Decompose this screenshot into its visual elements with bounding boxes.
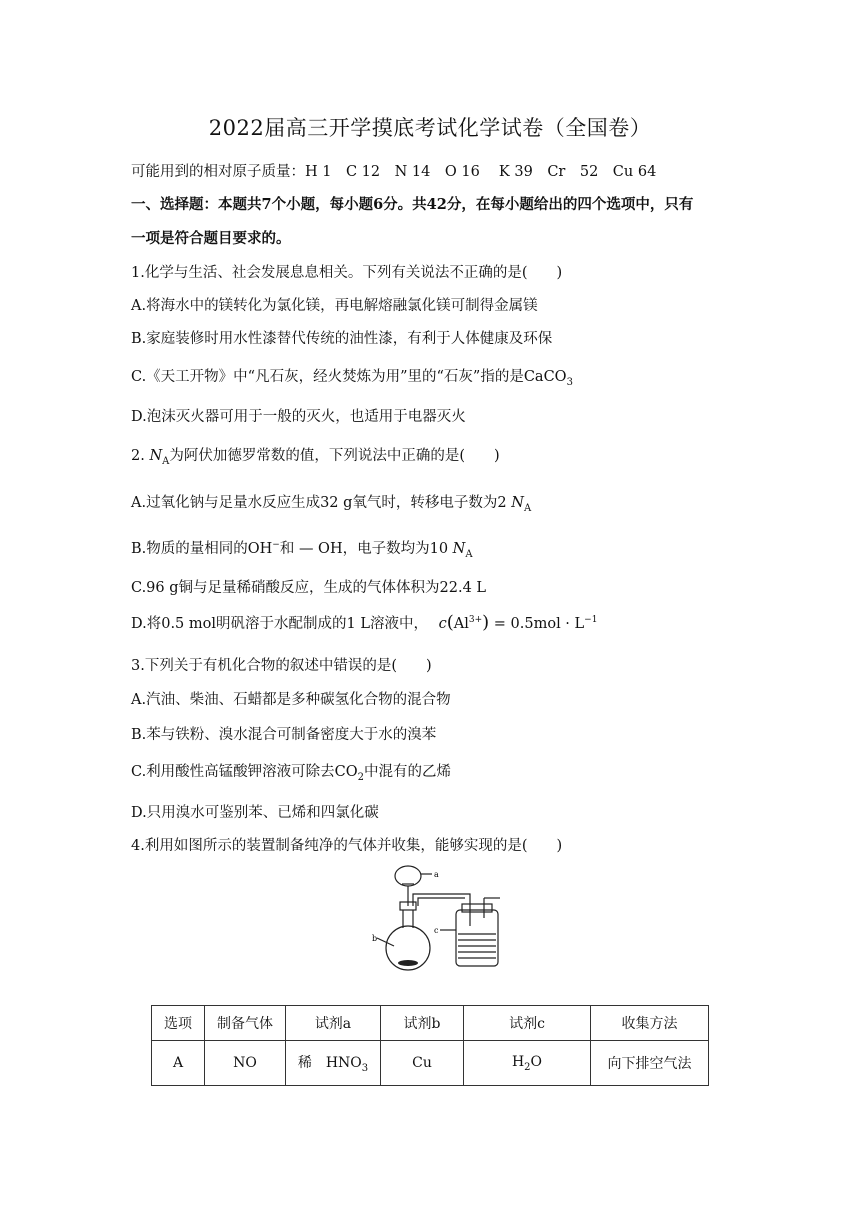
section-instructions-line2: 一项是符合题目要求的。 xyxy=(131,230,291,247)
exam-title: 2022届高三开学摸底考试化学试卷（全国卷） xyxy=(208,116,652,140)
q2-option-b-subscript: A xyxy=(465,548,473,560)
section-instructions-line1: 一、选择题：本题共7个小题，每小题6分。共42分，在每小题给出的四个选项中，只有 xyxy=(131,196,694,213)
table-header-cell: 收集方法 xyxy=(591,1006,709,1041)
reagent-c-text: H xyxy=(511,1053,525,1070)
q2-option-d-text: D.将0.5 mol明矾溶于水配制成的1 L溶液中， xyxy=(131,616,428,632)
table-header-cell: 试剂b xyxy=(381,1006,464,1041)
q2-option-c: C.96 g铜与足量稀硝酸反应，生成的气体体积为22.4 L xyxy=(131,580,487,596)
q2-avogadro-subscript: A xyxy=(162,455,170,467)
label-b: b xyxy=(372,934,378,943)
q2-stem-number: 2. xyxy=(131,448,150,464)
q1-option-b: B.家庭装修时用水性漆替代传统的油性漆，有利于人体健康及环保 xyxy=(131,331,553,347)
q3-option-a: A.汽油、柴油、石蜡都是多种碳氢化合物的混合物 xyxy=(131,692,451,708)
q2-option-a-symbol: N xyxy=(511,495,524,511)
q3-option-d: D.只用溴水可鉴别苯、已烯和四氯化碳 xyxy=(131,805,379,821)
q2-formula-value: = 0.5mol · L xyxy=(493,616,585,632)
q2-option-b-text: B.物质的量相同的OH xyxy=(131,541,273,557)
q3-option-c xyxy=(131,760,451,783)
table-header-cell: 选项 xyxy=(152,1006,205,1041)
table-cell-option: A xyxy=(152,1041,205,1086)
gas-apparatus-diagram xyxy=(362,862,510,974)
q2-option-b xyxy=(131,537,473,560)
q2-option-a xyxy=(131,491,531,514)
q2-formula-c: c xyxy=(438,616,447,632)
table-header-cell: 制备气体 xyxy=(205,1006,286,1041)
reagent-a-subscript: 3 xyxy=(361,1062,369,1074)
reagent-c-subscript: 2 xyxy=(524,1061,531,1073)
table-cell-reagent-a xyxy=(286,1041,381,1086)
q1-option-d: D.泡沫灭火器可用于一般的灭火，也适用于电器灭火 xyxy=(131,409,466,425)
label-a: a xyxy=(434,870,439,879)
options-table xyxy=(151,1005,709,1086)
q3-option-c-text: C.利用酸性高锰酸钾溶液可除去CO xyxy=(131,764,358,780)
q2-option-d-formula: $c(Al^{3+}) = 0.5mol \cdot L^{-1}$ xyxy=(438,612,598,633)
q1-stem: 1.化学与生活、社会发展息息相关。下列有关说法不正确的是( ) xyxy=(131,265,563,281)
table-row xyxy=(152,1041,709,1086)
q2-formula-charge: 3+ xyxy=(468,615,483,626)
q2-avogadro-symbol: N xyxy=(149,448,163,464)
table-header-cell: 试剂a xyxy=(286,1006,381,1041)
table-header-row xyxy=(152,1006,709,1041)
q3-option-c-text2: 中混有的乙烯 xyxy=(364,764,452,780)
table-cell-gas: NO xyxy=(205,1041,286,1086)
q1-option-c-subscript: 3 xyxy=(566,376,573,388)
q3-option-b: B.苯与铁粉、溴水混合可制备密度大于水的溴苯 xyxy=(131,727,437,743)
table-cell-reagent-c xyxy=(464,1041,591,1086)
reagent-c-text2: O xyxy=(530,1053,543,1070)
q1-option-c-text: C.《天工开物》中“凡石灰，经火焚炼为用”里的“石灰”指的是CaCO xyxy=(131,369,567,385)
q2-option-b-charge: − xyxy=(272,540,280,551)
q1-option-a: A.将海水中的镁转化为氯化镁，再电解熔融氯化镁可制得金属镁 xyxy=(131,298,538,314)
q2-stem xyxy=(131,444,500,467)
q3-stem: 3.下列关于有机化合物的叙述中错误的是( ) xyxy=(131,658,432,674)
atomic-masses: 可能用到的相对原子质量：H 1 C 12 N 14 O 16 K 39 Cr 52 Cu 64 xyxy=(131,164,657,180)
q2-option-a-text: A.过氧化钠与足量水反应生成32 g氧气时，转移电子数为2 xyxy=(131,495,512,511)
q2-option-a-subscript: A xyxy=(523,502,532,514)
q1-option-c xyxy=(131,365,573,388)
q2-stem-text: 为阿伏加德罗常数的值，下列说法中正确的是( ) xyxy=(169,448,500,464)
reagent-a-text: 稀 HNO xyxy=(297,1055,362,1072)
q2-formula-exponent: −1 xyxy=(584,615,598,626)
table-cell-reagent-b: Cu xyxy=(381,1041,464,1086)
q2-option-b-symbol: N xyxy=(452,541,466,557)
q2-formula-ion: Al xyxy=(453,616,469,632)
q3-option-c-subscript: 2 xyxy=(357,771,365,783)
table-cell-method: 向下排空气法 xyxy=(591,1041,709,1086)
q2-option-b-text2: 和 — OH，电子数均为10 xyxy=(279,541,453,557)
q2-option-d xyxy=(131,612,597,633)
q4-stem: 4.利用如图所示的装置制备纯净的气体并收集，能够实现的是( ) xyxy=(131,838,563,854)
table-header-cell: 试剂c xyxy=(464,1006,591,1041)
label-c: c xyxy=(434,926,439,935)
